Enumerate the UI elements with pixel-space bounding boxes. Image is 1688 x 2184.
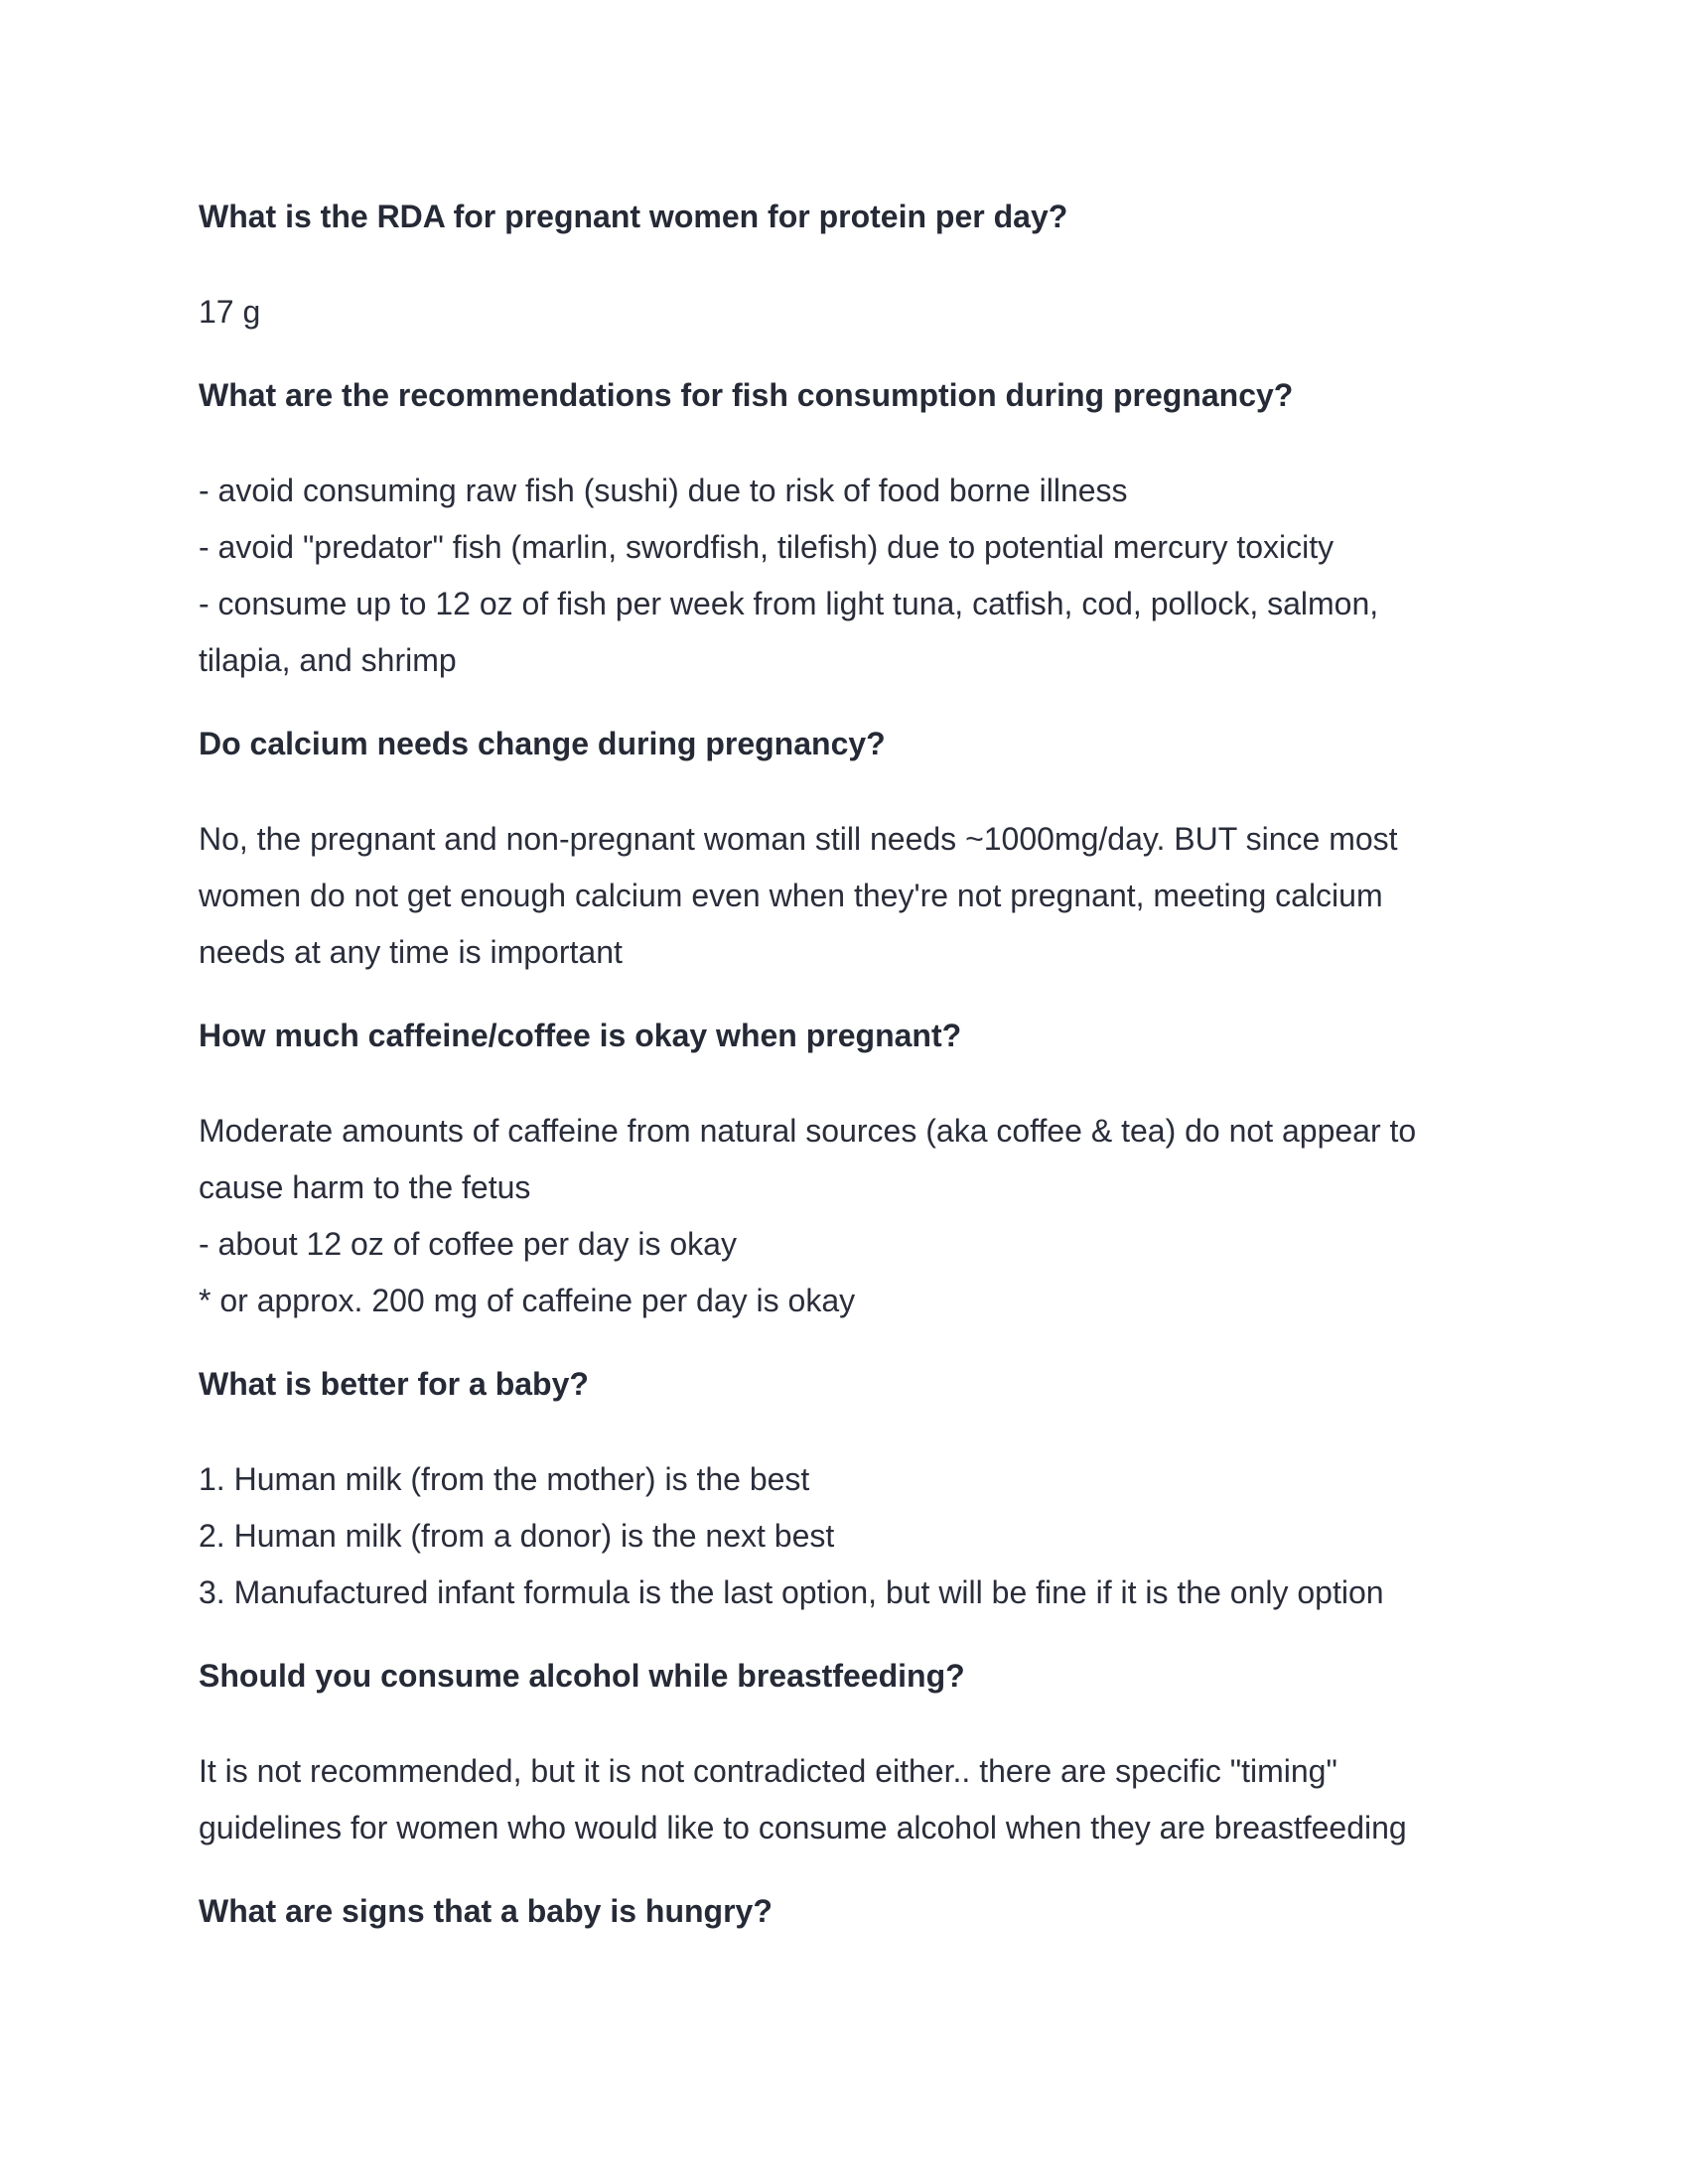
answer-line: - avoid "predator" fish (marlin, swordfish, tilefish) due to potential mercury toxicity bbox=[199, 529, 1335, 565]
qa-item bbox=[199, 1362, 1509, 1621]
answer-text bbox=[199, 463, 1509, 689]
question-heading: What is the RDA for pregnant women for protein per day? bbox=[199, 199, 1068, 234]
question-heading: What are signs that a baby is hungry? bbox=[199, 1893, 773, 1929]
answer-text bbox=[199, 811, 1509, 981]
answer-line: It is not recommended, but it is not contradicted either.. there are specific "timing" bbox=[199, 1753, 1337, 1789]
answer-line: No, the pregnant and non-pregnant woman still needs ~1000mg/day. BUT since most bbox=[199, 821, 1398, 857]
qa-item bbox=[199, 1889, 1509, 1933]
question-heading: What is better for a baby? bbox=[199, 1366, 589, 1402]
qa-item bbox=[199, 722, 1509, 981]
answer-text bbox=[199, 284, 1509, 341]
qa-item bbox=[199, 1654, 1509, 1856]
answer-line: tilapia, and shrimp bbox=[199, 642, 457, 678]
answer-line: 1. Human milk (from the mother) is the best bbox=[199, 1461, 810, 1497]
answer-text bbox=[199, 1743, 1509, 1856]
question-heading: Do calcium needs change during pregnancy? bbox=[199, 726, 886, 761]
answer-line: - consume up to 12 oz of fish per week from light tuna, catfish, cod, pollock, salmon, bbox=[199, 586, 1379, 621]
answer-text bbox=[199, 1451, 1509, 1621]
answer-line: - about 12 oz of coffee per day is okay bbox=[199, 1226, 737, 1262]
answer-line: women do not get enough calcium even when they're not pregnant, meeting calcium bbox=[199, 878, 1383, 913]
answer-line: * or approx. 200 mg of caffeine per day is okay bbox=[199, 1283, 856, 1318]
question-heading: Should you consume alcohol while breastfeeding? bbox=[199, 1658, 965, 1694]
answer-line: guidelines for women who would like to consume alcohol when they are breastfeeding bbox=[199, 1810, 1407, 1845]
answer-line: - avoid consuming raw fish (sushi) due to risk of food borne illness bbox=[199, 473, 1128, 508]
answer-line: 2. Human milk (from a donor) is the next best bbox=[199, 1518, 835, 1554]
qa-item bbox=[199, 373, 1509, 689]
qa-item bbox=[199, 195, 1509, 341]
answer-line: cause harm to the fetus bbox=[199, 1169, 531, 1205]
qa-list bbox=[199, 195, 1509, 1979]
answer-text bbox=[199, 1103, 1509, 1329]
question-heading: What are the recommendations for fish consumption during pregnancy? bbox=[199, 377, 1294, 413]
qa-item bbox=[199, 1014, 1509, 1329]
answer-line: Moderate amounts of caffeine from natural sources (aka coffee & tea) do not appear to bbox=[199, 1113, 1417, 1149]
answer-line: 17 g bbox=[199, 294, 261, 330]
answer-line: needs at any time is important bbox=[199, 934, 623, 970]
answer-line: 3. Manufactured infant formula is the last option, but will be fine if it is the only option bbox=[199, 1574, 1384, 1610]
question-heading: How much caffeine/coffee is okay when pregnant? bbox=[199, 1018, 962, 1053]
